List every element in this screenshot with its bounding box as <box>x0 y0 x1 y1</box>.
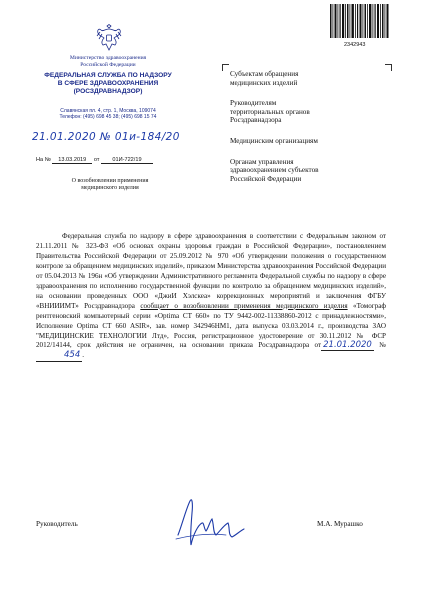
addressee-line: Российской Федерации <box>230 174 302 183</box>
body-underlined-text: сообщает о возобновлении применения медицинского изделия <box>140 301 348 310</box>
handwritten-signature <box>168 495 248 550</box>
ministry-name <box>36 55 180 69</box>
addressee-list <box>230 70 390 195</box>
body-text: Федеральная служба по надзору в сфере здравоохранения в соответствии с Федеральным законом от 21.11.2011 № 323-ФЗ «Об основах охраны здоровья граждан в Российской Федерации», постановлением Правительства Российской Федерации от 25.09.2012 № 970 «Об утверждении положения о государственном контроле за обращением медицинских изделий», приказом Министерства здравоохранения Российской Федерации от 05.04.2013 № 196н «Об утверждении Административного регламента Федеральной службы по надзору в сфере здравоохранения по исполнению государственной функции по контролю за обращением медицинских изделий», на основании проведенных ООО «ДжиИ Хэлскеа» коррекционных мероприятий и заключения ФГБУ «ВНИИИМТ» Росздравнадзора <box>36 232 386 310</box>
phone-line: Телефон: (495) 698 45 38; (495) 698 15 74 <box>59 114 157 121</box>
addressee <box>230 70 390 87</box>
letter-body <box>36 232 386 362</box>
subject-line: медицинского изделия <box>81 185 139 192</box>
body-paragraph <box>36 232 386 362</box>
corner-mark <box>222 64 229 71</box>
addressee-line: Субъектам обращения <box>230 70 299 78</box>
agency-name-line: ФЕДЕРАЛЬНАЯ СЛУЖБА ПО НАДЗОРУ <box>44 72 172 79</box>
order-number-handwritten: 454 <box>36 351 82 362</box>
ministry-name-line: Министерство здравоохранения <box>69 55 147 61</box>
signatory-title: Руководитель <box>36 520 78 528</box>
letter-subject <box>38 178 182 192</box>
body-text: «Томограф рентгеновский компьютерный серии «Optima CT 660» по ТУ 9442-002-11338860-2012 с принадлежностями», Исполнение Optima CT 660 ASIR», зав. номер 342946HM1, дата выпуска 03.03.2014 г., производства ЗАО "МЕДИЦИНСКИЕ ТЕХНОЛОГИИ Лтд», Россия, регистрационное удостоверение от 30.11.2012 № ФСР 2012/14144, срок действия не ограничен, на основании приказа Росздравнадзора от <box>36 301 387 350</box>
address-line: Славянская пл. 4, стр. 1, Москва, 109074 <box>60 108 156 114</box>
on-label: На № <box>36 157 51 163</box>
barcode-number: 2342943 <box>344 42 366 48</box>
addressee-line: Руководителям <box>230 99 277 108</box>
addressee-line: медицинских изделий <box>230 78 298 87</box>
from-label: от <box>93 157 100 163</box>
agency-address <box>36 108 180 121</box>
addressee-line: Росздравнадзора <box>230 116 282 125</box>
incoming-number: 01И-722/19 <box>101 157 153 164</box>
order-number-label: № <box>379 341 386 350</box>
addressee-line: Медицинским организациям <box>230 136 318 145</box>
incoming-date: 13.03.2019 <box>52 157 92 164</box>
subject-line: О возобновлении применения <box>71 178 149 184</box>
order-date-handwritten: 21.01.2020 <box>323 340 372 351</box>
incoming-reference <box>36 157 153 164</box>
addressee-line: здравоохранением субъектов <box>230 166 319 175</box>
addressee-line: Органам управления <box>230 157 294 166</box>
agency-name <box>30 72 186 97</box>
ministry-name-line: Российской Федерации <box>80 61 136 68</box>
barcode <box>330 4 390 38</box>
body-end: . <box>82 351 85 360</box>
agency-name-line: (РОСЗДРАВНАДЗОР) <box>73 88 143 96</box>
signatory-name: М.А. Мурашко <box>317 520 363 528</box>
agency-name-line: В СФЕРЕ ЗДРАВООХРАНЕНИЯ <box>57 80 159 88</box>
addressee <box>230 99 390 125</box>
addressee-line: территориальных органов <box>230 107 310 116</box>
addressee <box>230 158 390 184</box>
double-headed-eagle-emblem-icon <box>96 24 122 52</box>
outgoing-reference: 21.01.2020 № 01и-184/20 <box>32 131 180 143</box>
addressee <box>230 137 390 146</box>
